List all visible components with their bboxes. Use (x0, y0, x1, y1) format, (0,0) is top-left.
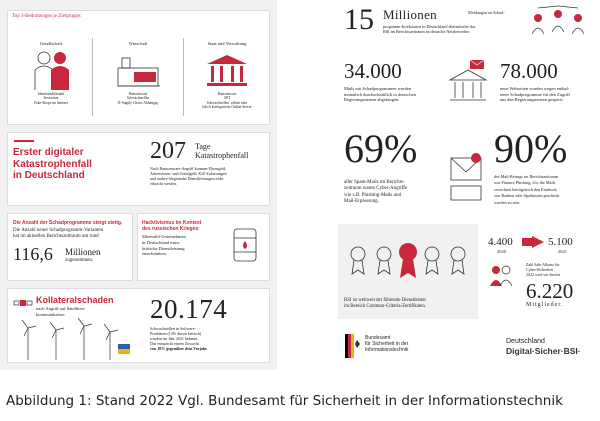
disaster-desc-line: Arbeitslosen- und Sozialgeld, KfZ-Zulassungen (150, 171, 227, 176)
bsi-name-line: Informationstechnik (365, 347, 409, 353)
alliance-note (526, 262, 560, 277)
group-item: Schwachstellen (126, 96, 150, 101)
satellite-icon (14, 294, 32, 312)
malware-desc-line: hat im aktuellen Berichtszeitraum um rund (13, 234, 99, 239)
alliance-number: 6.220 (526, 279, 574, 303)
group-item: falsch konfigurierte Online-Server (202, 104, 252, 109)
alliance-to-value: 5.100 (548, 236, 573, 248)
websites-desc-line: aus den Regierungsnetzen gesperrt. (500, 97, 564, 103)
group-title-economy: Wirtschaft (128, 41, 148, 46)
growth-arrow-icon (522, 236, 546, 248)
alliance-to-year: 2021 (558, 249, 567, 254)
mails-number: 34.000 (344, 59, 402, 83)
mails-desc-line: Regierungsnetzen abgefangen. (344, 97, 400, 103)
group-items-economy (96, 92, 180, 105)
hacktivism-heading-line: des russischen Krieges: (142, 226, 200, 232)
collateral-desc (36, 306, 85, 317)
phishing-desc-line: worden zu sein. (494, 199, 521, 205)
alliance-from-value: 4.400 (488, 236, 513, 248)
vulnerabilities-desc-line: Das entspricht einem Zuwachs (150, 341, 200, 346)
phishing-desc-line: von Banken oder Sparkassen geschickt (494, 193, 560, 199)
vulnerabilities-desc-line: Schwachstellen in Software- (150, 326, 196, 331)
disaster-unit (195, 142, 248, 160)
vulnerabilities-desc (150, 326, 207, 351)
government-building-icon (204, 52, 250, 88)
group-item: Ransomware (217, 92, 237, 96)
malware-unit-sub: zugenommen. (65, 258, 94, 263)
collateral-title: Kollateralschaden (36, 295, 114, 305)
group-items-society (12, 92, 90, 105)
phishing-desc (494, 174, 559, 206)
malware-unit: Millionen (65, 247, 101, 257)
spam-desc-line: wie z.B. Phishing-Mails und (344, 192, 402, 198)
disaster-desc-line: Nach Ransomware-Angriff konnten Elterngeld, (150, 166, 227, 171)
collateral-desc-line: nach Angriff auf Satelliten- (36, 306, 86, 311)
group-item: Sextortion (43, 96, 59, 101)
disaster-title (13, 147, 92, 182)
websites-desc-line: tener Schadprogramme für den Zugriff (500, 91, 570, 97)
vulnerabilities-desc-line: Produkten (13% davon kritisch) (150, 331, 202, 336)
hacktivism-desc (142, 234, 186, 257)
bsi-name-line: für Sicherheit in der (365, 341, 409, 347)
phishing-desc-line: des Mail-Betrugs im Berichtszeitraum (494, 174, 559, 179)
threats-divider-2 (183, 38, 184, 116)
spam-number: 69% (344, 126, 418, 171)
alliance-from-year: 2020 (497, 249, 506, 254)
alliance-unit: Mitglieder. (526, 302, 564, 308)
disaster-title-line: Erster digitaler (13, 147, 84, 158)
certification-desc-line: im Bereich Common-Criteria-Zertifikaten. (344, 304, 426, 309)
vulnerabilities-desc-line: von 10% gegenüber dem Vorjahr. (150, 346, 208, 351)
hacktivism-heading-line: Hacktivismus im Kontext (142, 220, 202, 226)
people-group-icon (488, 262, 514, 288)
hacktivism-desc-line: kritische Dienstleistung (142, 245, 185, 251)
disaster-unit-line: Katastrophenfall (195, 151, 249, 160)
hacktivism-desc-line: Mineralöl-Unternehmen (142, 234, 186, 239)
threats-top-label: Top 3-Bedrohungen je Zielgruppe: (12, 14, 82, 19)
spam-desc-line: Mail-Erpressung. (344, 198, 379, 204)
government-mail-icon (446, 58, 490, 106)
group-item: IT-Supply-Chain: Abhängig. (117, 100, 159, 105)
phishing-desc-line: war Finance Phishing, d.h. die Mails (494, 180, 556, 186)
group-title-society: Gesellschaft (39, 41, 63, 46)
group-items-state (186, 92, 268, 109)
malware-heading: Die Anzahl der Schadprogramme steigt stetig. (13, 220, 123, 226)
group-item: APT (223, 96, 231, 101)
bsi-name (365, 335, 408, 353)
malware-desc-line: Die Anzahl neuer Schadprogramm-Varianten (13, 228, 104, 233)
disaster-desc-line: erbracht werden. (150, 181, 177, 186)
spam-desc-line: aller Spam-Mails im Berichts- (344, 180, 405, 185)
disaster-unit-line: Tage (195, 142, 211, 151)
threats-divider-1 (92, 38, 93, 116)
network-people-icon (528, 4, 588, 40)
mails-desc-line: monatlich durchschnittlich in deutschen (344, 91, 416, 97)
websites-desc-line: neue Webseiten wurden wegen enthal- (500, 86, 570, 91)
group-item: Fake-Shops im Internet (34, 100, 68, 105)
alliance-note-line: 2022 wird wir bereits (526, 272, 561, 277)
alliance-note-line: Zahl-Jahr Allianz für (526, 262, 560, 267)
disaster-desc-line: und andere bürgernahe Dienstleistungen nicht (150, 176, 224, 181)
group-item: Ransomware (128, 92, 148, 96)
malware-number: 116,6 (13, 244, 53, 264)
hacktivism-heading (142, 220, 201, 232)
spam-desc (344, 180, 407, 205)
mails-desc (344, 86, 416, 103)
people-icon (30, 50, 74, 90)
ds-line2: Digital·Sicher·BSI· (506, 346, 581, 356)
certification-desc-line: BSI ist weltweit der führende Dienstleister (344, 298, 426, 303)
certification-desc (344, 298, 426, 310)
mail-alert-icon (448, 148, 484, 204)
disaster-desc (150, 166, 266, 186)
mails-desc-line: Mails mit Schadprogrammen wurden (344, 86, 412, 91)
disaster-accent-line (14, 140, 34, 142)
oil-barrel-icon (231, 226, 259, 264)
group-item: Schwachstellen, offene oder (206, 100, 248, 105)
infections-unit: Millionen (383, 7, 437, 22)
hacktivism-desc-line: in Deutschland muss (142, 239, 180, 245)
infections-desc-line: programm-Infektionen in Deutschland übermittelte das (383, 24, 476, 29)
infections-desc-line: BSI im Berichtszeitraum an deutsche Netzbetreiber. (383, 29, 470, 35)
factory-icon (114, 52, 164, 88)
disaster-title-line: Katastrophenfall (13, 158, 92, 170)
infections-number: 15 (344, 3, 374, 36)
disaster-number: 207 (150, 138, 186, 164)
figure-caption: Abbildung 1: Stand 2022 Vgl. Bundesamt für Sicherheit in der Informationstechnik (6, 393, 563, 409)
group-title-state: Staat und Verwaltung (207, 41, 247, 46)
alliance-note-line: Cyber-Sicherheit (526, 267, 554, 272)
hacktivism-desc-line: einschränken. (142, 251, 167, 257)
award-medals-icon (344, 232, 472, 282)
infections-desc-line: Meldungen zu Schad- (468, 10, 505, 15)
wind-turbines-icon (14, 318, 134, 360)
disaster-title-line: in Deutschland (13, 170, 85, 181)
bsi-name-line: Bundesamt (365, 335, 391, 341)
phishing-number: 90% (494, 126, 568, 171)
ds-line1: Deutschland (506, 338, 545, 345)
websites-desc (500, 86, 570, 103)
websites-number: 78.000 (500, 59, 558, 83)
eagle-emblem-icon (345, 334, 361, 358)
vulnerabilities-number: 20.174 (150, 294, 228, 324)
collateral-desc-line: kommunikation (36, 311, 65, 317)
digital-sicher-logo (506, 338, 594, 356)
vulnerabilities-desc-line: wurden im Jahr 2021 bekannt. (150, 336, 199, 341)
spam-desc-line: zeitraum waren Cyber-Angriffe (344, 186, 408, 192)
malware-desc (13, 228, 103, 240)
phishing-desc-line: erweckten betrügerisch den Eindruck, (494, 186, 558, 192)
infections-desc-rest (383, 24, 475, 34)
group-item: Identitätsdiebstahl (37, 92, 65, 96)
infections-desc (383, 10, 523, 15)
